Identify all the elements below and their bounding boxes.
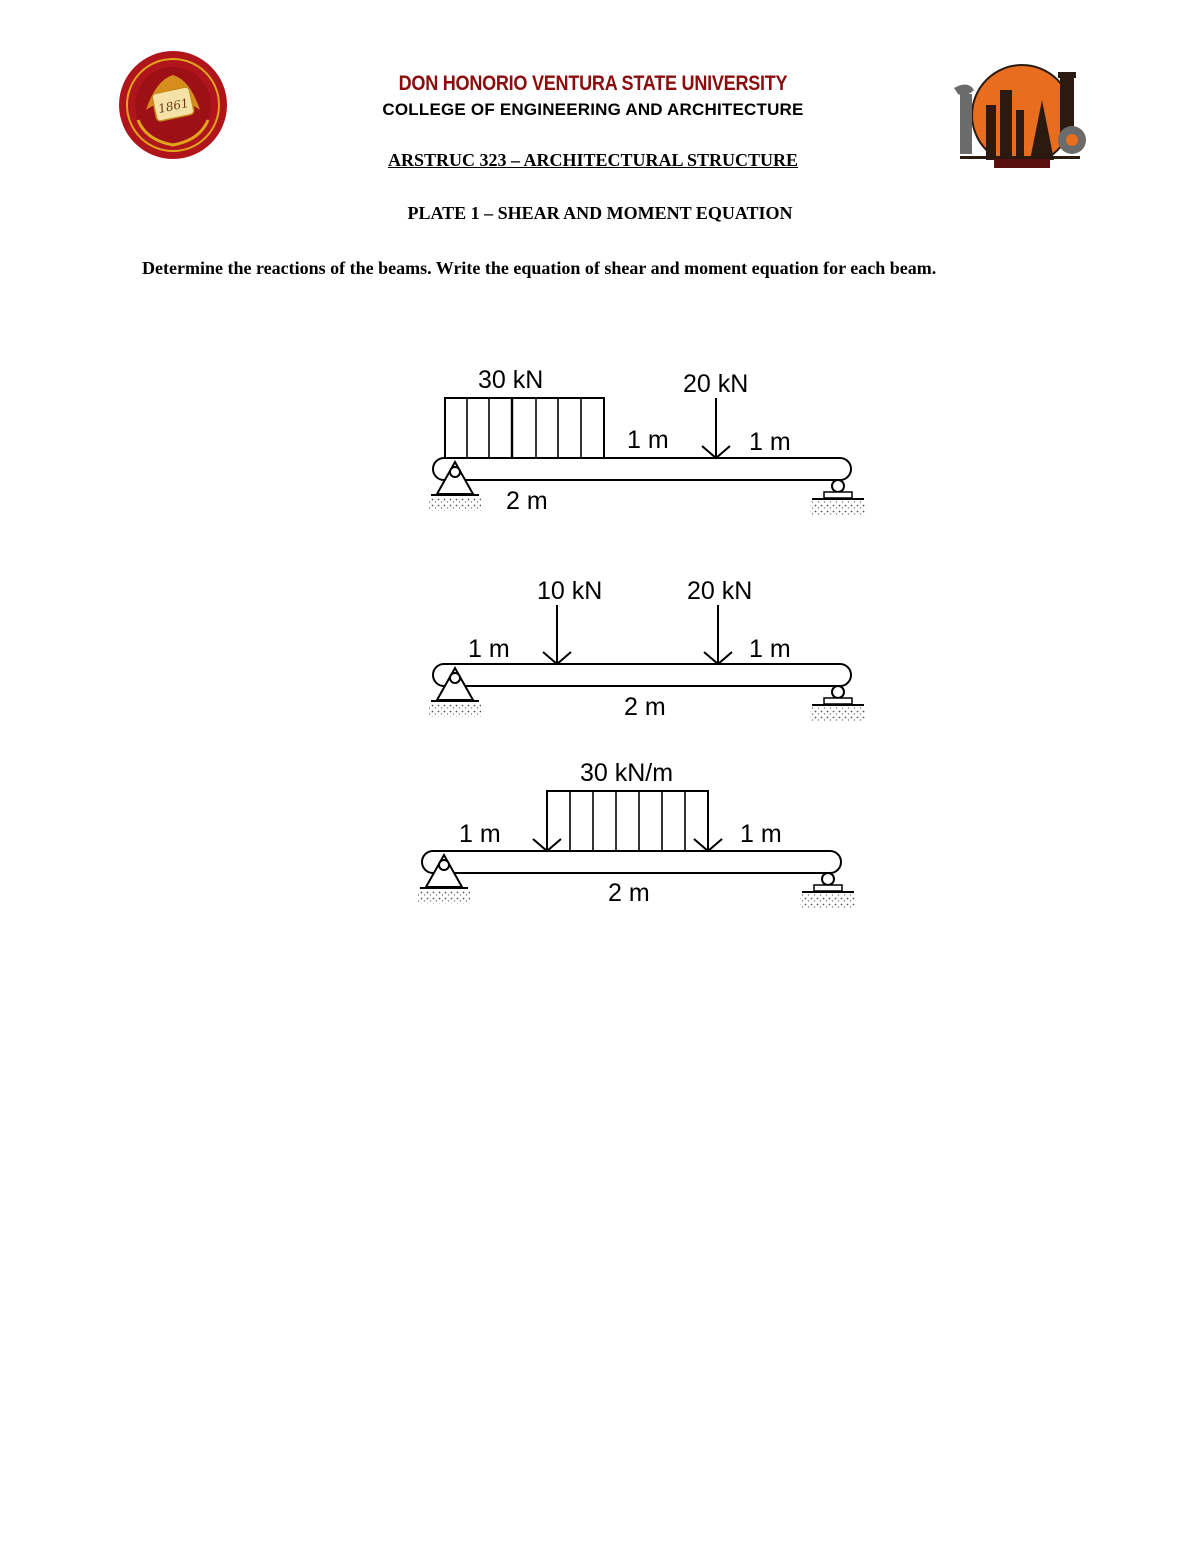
beam-2-diagram [429, 577, 866, 721]
beam-2-point-load-2-arrow [704, 605, 732, 664]
plate-title: PLATE 1 – SHEAR AND MOMENT EQUATION [407, 203, 793, 223]
beam-3-udl-label: 30 kN/m [580, 759, 674, 787]
beam-2-point-load-1-arrow [543, 605, 571, 664]
instruction-text: Determine the reactions of the beams. Write the equation of shear and moment equation for each beam. [142, 258, 937, 278]
beam-3-diagram [418, 759, 856, 908]
beam-3-distributed-load [533, 791, 722, 851]
beam-1-distributed-load [445, 398, 604, 458]
beam-3-body [422, 851, 841, 873]
beam-1-seg-a-label: 1 m [627, 426, 669, 454]
beam-2-seg-a-label: 1 m [468, 635, 510, 663]
beam-3-span-label: 2 m [608, 879, 650, 907]
beam-2-load-2-label: 20 kN [687, 577, 753, 605]
university-name: DON HONORIO VENTURA STATE UNIVERSITY [398, 72, 788, 95]
beam-2-body [433, 664, 851, 686]
beam-1-diagram [429, 366, 866, 515]
beam-1-roller-support [810, 480, 866, 515]
beam-2-seg-b-label: 1 m [749, 635, 791, 663]
beam-1-point-load-label: 20 kN [683, 370, 749, 398]
course-title: ARSTRUC 323 – ARCHITECTURAL STRUCTURE [387, 150, 799, 170]
beam-2-roller-support [810, 686, 866, 721]
beam-3-seg-a-label: 1 m [459, 820, 501, 848]
beam-1-span-label: 2 m [506, 487, 548, 515]
beam-1-seg-b-label: 1 m [749, 428, 791, 456]
beam-1-body [433, 458, 851, 480]
beam-1-point-load-arrow [702, 398, 730, 458]
seal-year-text: 1861 [157, 95, 190, 116]
beam-2-span-label: 2 m [624, 693, 666, 721]
beam-3-roller-support [800, 873, 856, 908]
beam-3-seg-b-label: 1 m [740, 820, 782, 848]
beam-2-load-1-label: 10 kN [537, 577, 603, 605]
college-name: COLLEGE OF ENGINEERING AND ARCHITECTURE [382, 100, 804, 119]
beam-1-udl-label: 30 kN [478, 366, 544, 394]
